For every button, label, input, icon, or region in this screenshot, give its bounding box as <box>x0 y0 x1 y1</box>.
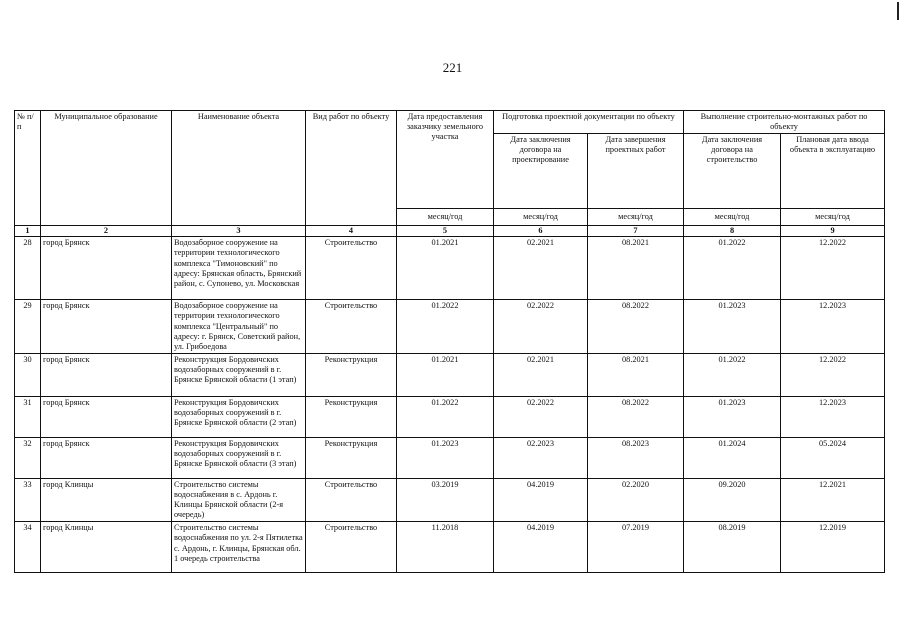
work-type-cell: Реконструкция <box>306 353 397 396</box>
contract-design-cell: 02.2022 <box>494 300 588 354</box>
contract-build-cell: 01.2022 <box>684 237 781 300</box>
commission-cell: 05.2024 <box>781 437 885 478</box>
work-type-cell: Строительство <box>306 237 397 300</box>
col-contract-build-header: Дата заключения договора на строительство <box>684 134 781 209</box>
table-row <box>15 237 885 300</box>
commission-cell: 12.2019 <box>781 522 885 573</box>
object-name-cell: Водозаборное сооружение на территории технологического комплекса "Центральный" по адресу: г. Брянск, Советский район, ул. Грибоедова <box>172 300 306 354</box>
object-name-cell: Строительство системы водоснабжения в с. Ардонь г. Клинцы Брянской области (2-я очередь) <box>172 478 306 521</box>
commission-cell: 12.2022 <box>781 353 885 396</box>
land-date-cell: 03.2019 <box>397 478 494 521</box>
column-number: 6 <box>494 226 588 237</box>
contract-build-cell: 01.2022 <box>684 353 781 396</box>
column-number: 7 <box>588 226 684 237</box>
unit-label: месяц/год <box>684 209 781 226</box>
table-row <box>15 353 885 396</box>
row-number: 33 <box>15 478 41 521</box>
contract-design-cell: 02.2021 <box>494 353 588 396</box>
municipality-cell: город Клинцы <box>41 522 172 573</box>
column-number: 4 <box>306 226 397 237</box>
col-land-date-header: Дата предоставления заказчику земельного участка <box>397 111 494 209</box>
page-number: 221 <box>442 60 463 75</box>
row-number: 32 <box>15 437 41 478</box>
commission-cell: 12.2021 <box>781 478 885 521</box>
contract-design-cell: 04.2019 <box>494 478 588 521</box>
work-type-cell: Реконструкция <box>306 437 397 478</box>
column-number: 3 <box>172 226 306 237</box>
object-name-cell: Реконструкция Бордовичских водозаборных сооружений в г. Брянске Брянской области (1 этап) <box>172 353 306 396</box>
commission-cell: 12.2023 <box>781 300 885 354</box>
work-type-cell: Строительство <box>306 478 397 521</box>
contract-design-cell: 02.2023 <box>494 437 588 478</box>
design-done-cell: 08.2021 <box>588 353 684 396</box>
col-design-done-header: Дата завершения проектных работ <box>588 134 684 209</box>
land-date-cell: 01.2021 <box>397 237 494 300</box>
column-number: 9 <box>781 226 885 237</box>
work-type-cell: Строительство <box>306 522 397 573</box>
design-done-cell: 02.2020 <box>588 478 684 521</box>
unit-label: месяц/год <box>588 209 684 226</box>
table-row <box>15 437 885 478</box>
project-prep-group-header: Подготовка проектной документации по объекту <box>494 111 684 134</box>
col-contract-design-header: Дата заключения договора на проектирование <box>494 134 588 209</box>
object-name-cell: Водозаборное сооружение на территории технологического комплекса "Тимоновский" по адресу: Брянская область, Брянский район, с. Супонево, ул. Московская <box>172 237 306 300</box>
construction-group-header: Выполнение строительно-монтажных работ по объекту <box>684 111 885 134</box>
work-type-cell: Строительство <box>306 300 397 354</box>
contract-design-cell: 02.2022 <box>494 396 588 437</box>
row-number: 28 <box>15 237 41 300</box>
municipality-cell: город Брянск <box>41 237 172 300</box>
header-row-1 <box>15 111 885 134</box>
column-number: 1 <box>15 226 41 237</box>
unit-label: месяц/год <box>494 209 588 226</box>
land-date-cell: 01.2022 <box>397 300 494 354</box>
contract-build-cell: 01.2023 <box>684 300 781 354</box>
column-number: 8 <box>684 226 781 237</box>
municipality-cell: город Брянск <box>41 396 172 437</box>
land-date-cell: 01.2022 <box>397 396 494 437</box>
row-number: 31 <box>15 396 41 437</box>
municipality-cell: город Брянск <box>41 300 172 354</box>
col-municipality-header: Муниципальное образование <box>41 111 172 226</box>
municipality-cell: город Клинцы <box>41 478 172 521</box>
scan-edge-mark <box>897 2 899 20</box>
contract-design-cell: 04.2019 <box>494 522 588 573</box>
commission-cell: 12.2022 <box>781 237 885 300</box>
unit-label: месяц/год <box>781 209 885 226</box>
object-name-cell: Строительство системы водоснабжения по ул. 2-я Пятилетка с. Ардонь, г. Клинцы, Брянская обл. 1 очередь строительства <box>172 522 306 573</box>
object-name-cell: Реконструкция Бордовичских водозаборных сооружений в г. Брянске Брянской области (2 этап) <box>172 396 306 437</box>
contract-build-cell: 01.2024 <box>684 437 781 478</box>
commission-cell: 12.2023 <box>781 396 885 437</box>
work-type-cell: Реконструкция <box>306 396 397 437</box>
table-row <box>15 396 885 437</box>
municipality-cell: город Брянск <box>41 437 172 478</box>
contract-build-cell: 09.2020 <box>684 478 781 521</box>
contract-build-cell: 08.2019 <box>684 522 781 573</box>
column-number: 2 <box>41 226 172 237</box>
objects-table <box>14 110 885 573</box>
contract-design-cell: 02.2021 <box>494 237 588 300</box>
contract-build-cell: 01.2023 <box>684 396 781 437</box>
row-number: 30 <box>15 353 41 396</box>
row-number: 29 <box>15 300 41 354</box>
col-commission-header: Плановая дата ввода объекта в эксплуатацию <box>781 134 885 209</box>
column-number: 5 <box>397 226 494 237</box>
municipality-cell: город Брянск <box>41 353 172 396</box>
table-row <box>15 522 885 573</box>
land-date-cell: 11.2018 <box>397 522 494 573</box>
design-done-cell: 07.2019 <box>588 522 684 573</box>
table-row <box>15 478 885 521</box>
unit-label: месяц/год <box>397 209 494 226</box>
design-done-cell: 08.2023 <box>588 437 684 478</box>
column-number-row <box>15 226 885 237</box>
table-row <box>15 300 885 354</box>
design-done-cell: 08.2022 <box>588 396 684 437</box>
land-date-cell: 01.2023 <box>397 437 494 478</box>
col-object-header: Наименование объекта <box>172 111 306 226</box>
col-num-header: № п/п <box>15 111 41 226</box>
land-date-cell: 01.2021 <box>397 353 494 396</box>
row-number: 34 <box>15 522 41 573</box>
design-done-cell: 08.2022 <box>588 300 684 354</box>
col-work-type-header: Вид работ по объекту <box>306 111 397 226</box>
design-done-cell: 08.2021 <box>588 237 684 300</box>
object-name-cell: Реконструкция Бордовичских водозаборных сооружений в г. Брянске Брянской области (3 этап) <box>172 437 306 478</box>
